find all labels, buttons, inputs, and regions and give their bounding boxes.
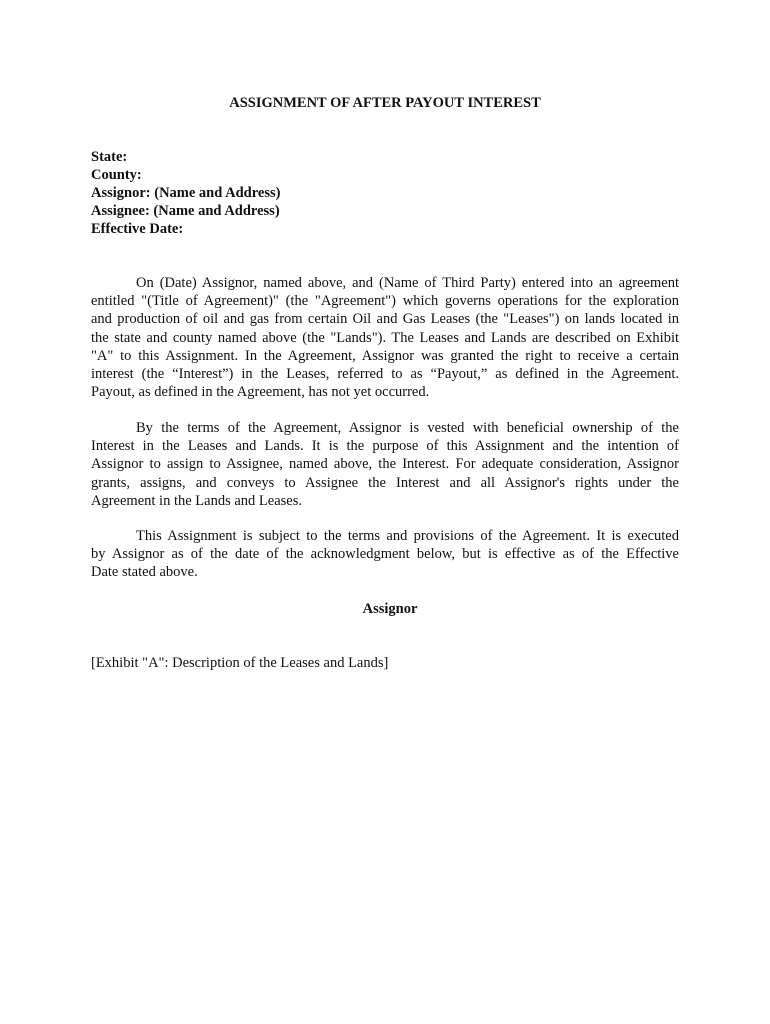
paragraph-line: Payout, as defined in the Agreement, has not yet occurred. (91, 384, 430, 401)
paragraph-line: Agreement in the Lands and Leases. (91, 492, 302, 509)
paragraph-assignment-terms (91, 419, 679, 510)
paragraph-line: interest (the “Interest”) in the Leases, referred to as “Payout,” as defined in the Agreement. (91, 366, 679, 383)
document-title: ASSIGNMENT OF AFTER PAYOUT INTEREST (229, 95, 541, 111)
paragraph-line: On (Date) Assignor, named above, and (Name of Third Party) entered into an agreement (136, 275, 679, 291)
paragraph-line: grants, assigns, and conveys to Assignee the Interest and all Assignor's rights under the (91, 474, 679, 491)
effective-date-field-label: Effective Date: (91, 221, 184, 237)
assignor-field-label: Assignor: (Name and Address) (91, 185, 281, 201)
paragraph-line: This Assignment is subject to the terms and provisions of the Agreement. It is executed (136, 528, 679, 544)
exhibit-note: [Exhibit "A": Description of the Leases and Lands] (91, 655, 389, 671)
paragraph-line: entitled "(Title of Agreement)" (the "Agreement") which governs operations for the exploration (91, 293, 679, 310)
paragraph-line: Date stated above. (91, 564, 198, 581)
paragraph-line: by Assignor as of the date of the acknowledgment below, but is effective as of the Effective (91, 546, 679, 563)
paragraph-line: "A" to this Assignment. In the Agreement, Assignor was granted the right to receive a certain (91, 347, 679, 364)
signature-label-assignor: Assignor (362, 601, 418, 617)
paragraph-line: Interest in the Leases and Lands. It is the purpose of this Assignment and the intention of (91, 438, 679, 455)
paragraph-execution (91, 527, 679, 582)
paragraph-line: and production of oil and gas from certain Oil and Gas Leases (the "Leases") on lands located in (91, 311, 679, 328)
paragraph-line: By the terms of the Agreement, Assignor is vested with beneficial ownership of the (136, 420, 679, 436)
paragraph-agreement-background (91, 274, 679, 401)
county-field-label: County: (91, 167, 142, 183)
state-field-label: State: (91, 149, 128, 165)
paragraph-line: the state and county named above (the "Lands"). The Leases and Lands are described on Exhibit (91, 329, 679, 346)
paragraph-line: Assignor to assign to Assignee, named above, the Interest. For adequate consideration, Assignor (91, 456, 679, 473)
assignee-field-label: Assignee: (Name and Address) (91, 203, 280, 219)
header-fields (91, 148, 280, 238)
